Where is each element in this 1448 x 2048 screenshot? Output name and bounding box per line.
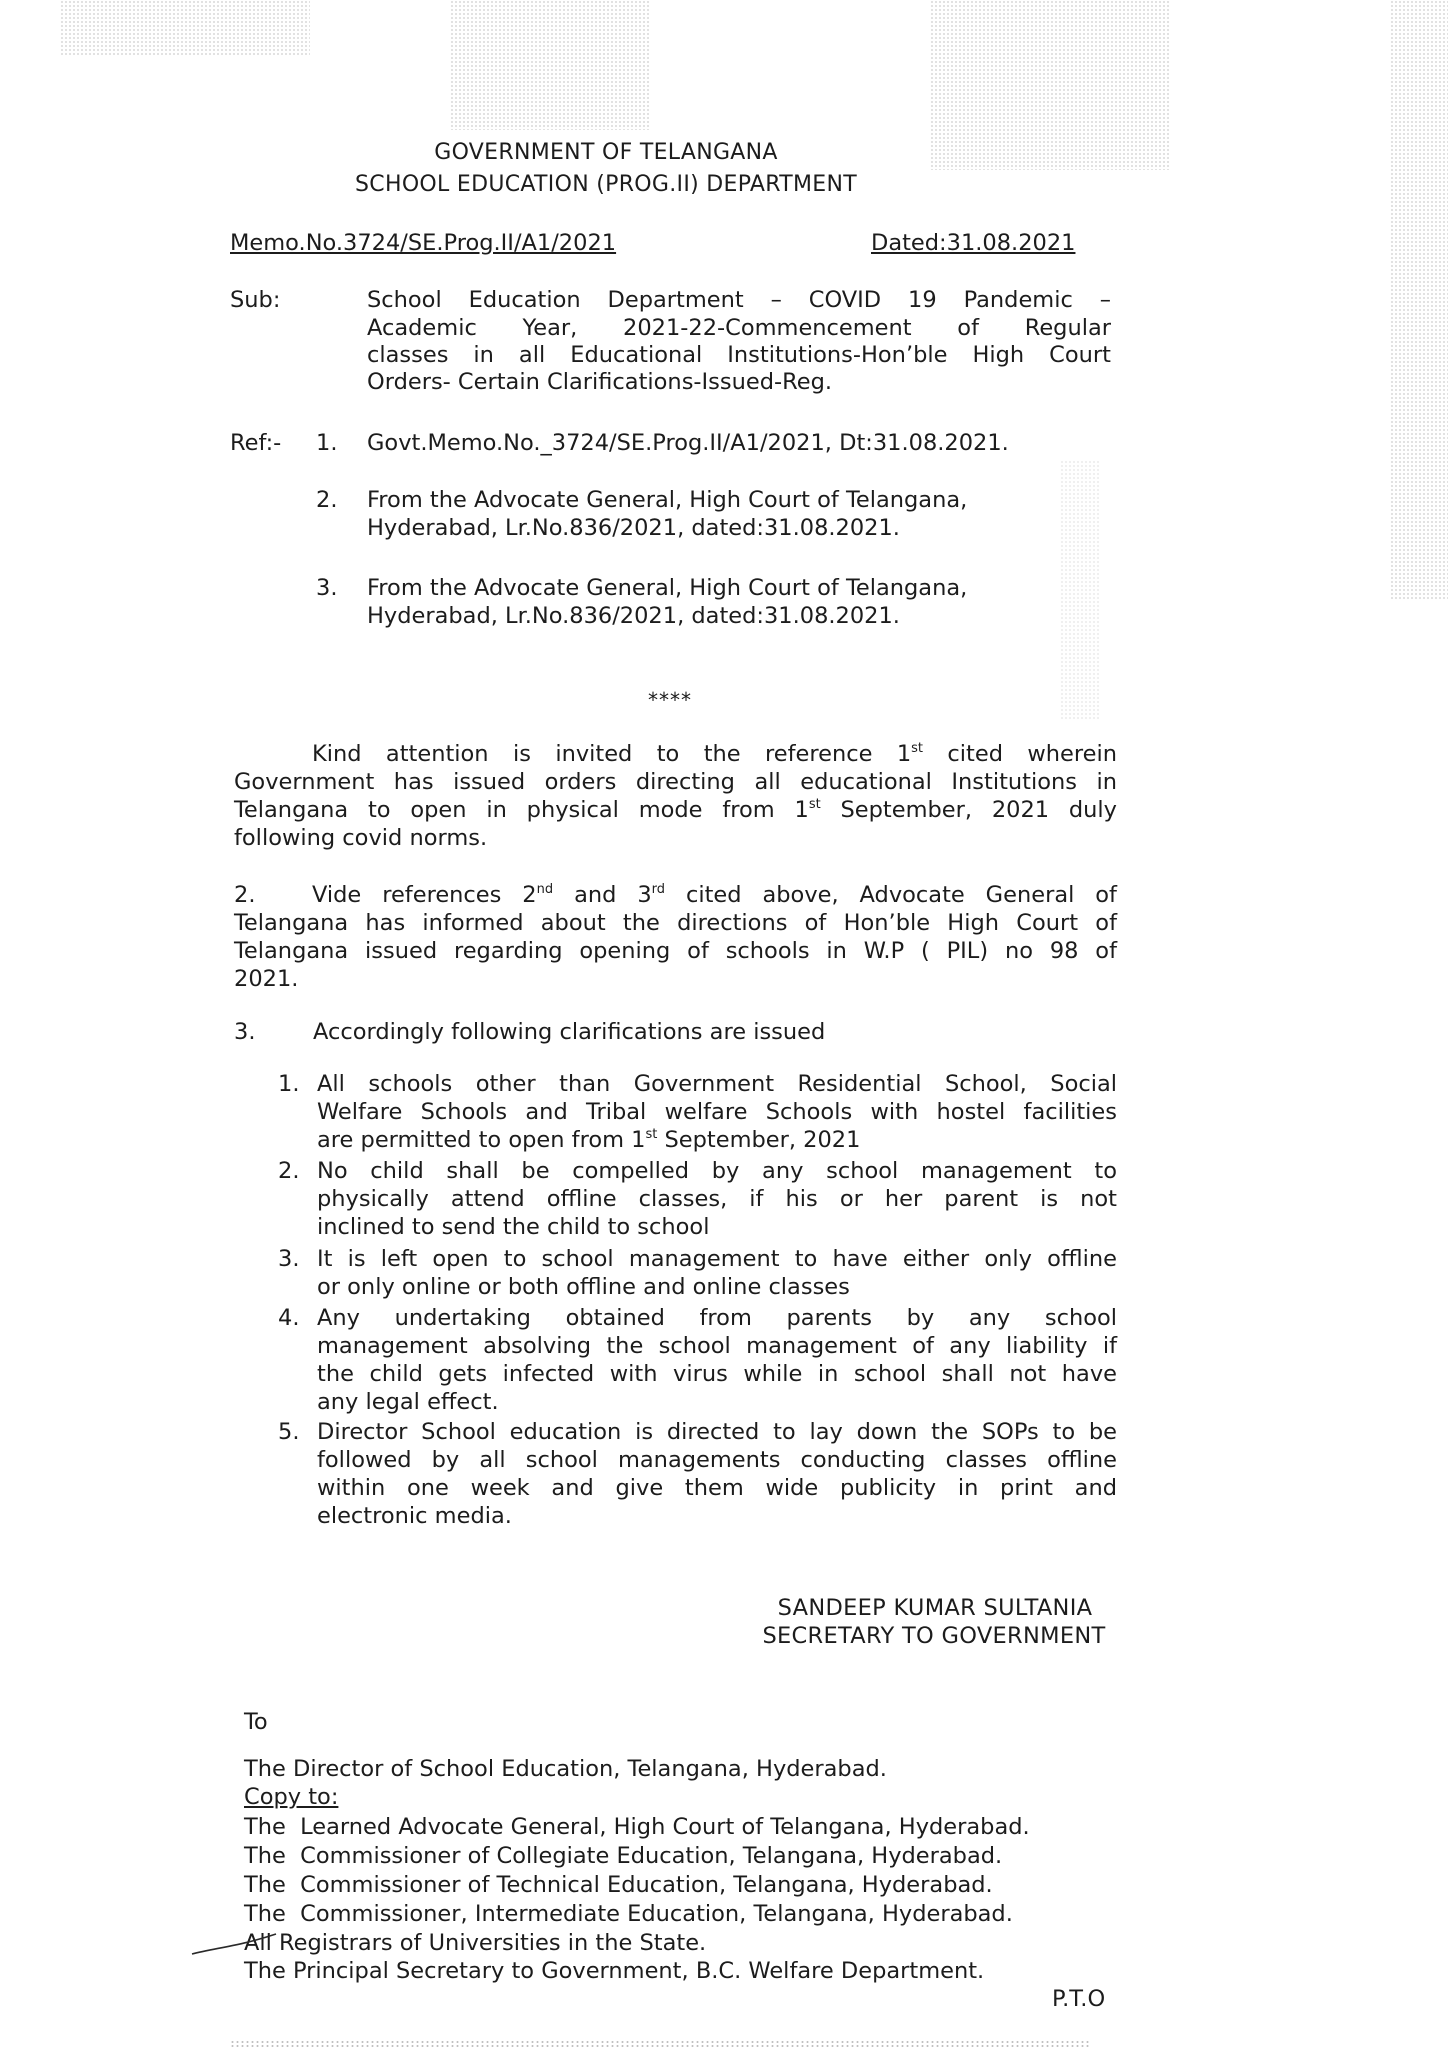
- clarification-4-line-3: the child gets infected with virus while in school shall not have: [317, 1361, 1117, 1387]
- copy-to-item-5: All Registrars of Universities in the State.: [244, 1930, 707, 1956]
- scan-noise-right-edge: [1390, 0, 1448, 600]
- clarification-1-number: 1.: [278, 1071, 300, 1097]
- subject-line-2: Academic Year, 2021-22-Commencement of Regular: [367, 315, 1111, 341]
- copy-to-item-2: The Commissioner of Collegiate Education, Telangana, Hyderabad.: [244, 1843, 1003, 1869]
- to-recipient: The Director of School Education, Telangana, Hyderabad.: [244, 1756, 887, 1782]
- copy-to-label: Copy to:: [244, 1784, 339, 1810]
- paragraph-1: [234, 740, 1117, 852]
- reference-2-line-2: Hyderabad, Lr.No.836/2021, dated:31.08.2021.: [367, 515, 900, 541]
- clarification-3-line-1: It is left open to school management to have either only offline: [317, 1246, 1117, 1272]
- clarification-2-number: 2.: [278, 1158, 300, 1184]
- clarification-1-line-1: All schools other than Government Residential School, Social: [317, 1071, 1117, 1097]
- copy-to-item-1: The Learned Advocate General, High Court of Telangana, Hyderabad.: [244, 1814, 1030, 1840]
- clarification-1-line-2: Welfare Schools and Tribal welfare Schools with hostel facilities: [317, 1099, 1117, 1125]
- clarification-5: [317, 1418, 1117, 1530]
- clarification-4-line-4: any legal effect.: [317, 1389, 499, 1415]
- clarification-3-number: 3.: [278, 1246, 300, 1272]
- clarification-3: [317, 1245, 1117, 1301]
- clarification-4-line-2: management absolving the school management of any liability if: [317, 1333, 1117, 1359]
- clarification-5-line-4: electronic media.: [317, 1503, 512, 1529]
- signatory-title: SECRETARY TO GOVERNMENT: [762, 1623, 1106, 1649]
- paragraph-1-line-2: Government has issued orders directing all educational Institutions in: [234, 769, 1117, 795]
- paragraph-2-number: 2.: [234, 882, 256, 908]
- clarification-5-line-2: followed by all school managements conducting classes offline: [317, 1447, 1117, 1473]
- scan-noise-top-left: [60, 0, 310, 55]
- subject-line-3: classes in all Educational Institutions-Hon’ble High Court: [367, 342, 1111, 368]
- paragraph-2-line-2: Telangana has informed about the directions of Hon’ble High Court of: [234, 910, 1117, 936]
- clarification-2-line-3: inclined to send the child to school: [317, 1214, 710, 1240]
- paragraph-1-line-3: Telangana to open in physical mode from 1st September, 2021 duly: [234, 797, 1117, 823]
- clarification-5-line-3: within one week and give them wide publicity in print and: [317, 1475, 1117, 1501]
- bottom-cutoff-text: [230, 2040, 1090, 2048]
- clarification-5-number: 5.: [278, 1419, 300, 1445]
- clarification-4-line-1: Any undertaking obtained from parents by any school: [317, 1305, 1117, 1331]
- memo-date: Dated:31.08.2021: [871, 230, 1076, 256]
- please-turn-over: P.T.O: [1052, 1986, 1106, 2012]
- clarification-2-line-2: physically attend offline classes, if his or her parent is not: [317, 1186, 1117, 1212]
- scan-noise-top-center: [450, 0, 650, 130]
- scan-noise-margin-right: [1060, 460, 1100, 720]
- subject-label: Sub:: [230, 287, 281, 313]
- reference-1-text: Govt.Memo.No._3724/SE.Prog.II/A1/2021, Dt:31.08.2021.: [367, 430, 1009, 456]
- memo-number: Memo.No.3724/SE.Prog.II/A1/2021: [230, 230, 617, 256]
- paragraph-3-text: Accordingly following clarifications are issued: [313, 1019, 826, 1045]
- paragraph-2-line-1: Vide references 2nd and 3rd cited above, Advocate General of: [312, 882, 1117, 908]
- copy-to-item-3: The Commissioner of Technical Education, Telangana, Hyderabad.: [244, 1872, 993, 1898]
- reference-3-number: 3.: [316, 575, 338, 601]
- paragraph-2-line-3: Telangana issued regarding opening of schools in W.P ( PIL) no 98 of: [234, 938, 1117, 964]
- copy-to-item-6: The Principal Secretary to Government, B.C. Welfare Department.: [244, 1958, 985, 1984]
- reference-2-number: 2.: [316, 487, 338, 513]
- clarification-2: [317, 1157, 1117, 1241]
- to-label: To: [244, 1709, 268, 1735]
- clarification-1-line-3: are permitted to open from 1st September, 2021: [317, 1127, 861, 1153]
- signatory-name: SANDEEP KUMAR SULTANIA: [777, 1595, 1093, 1621]
- copy-to-item-4: The Commissioner, Intermediate Education, Telangana, Hyderabad.: [244, 1901, 1013, 1927]
- paragraph-3-number: 3.: [234, 1019, 256, 1045]
- reference-2-line-1: From the Advocate General, High Court of Telangana,: [367, 487, 968, 513]
- paragraph-2-line-4: 2021.: [234, 966, 299, 992]
- paragraph-2: [234, 881, 1117, 993]
- clarification-5-line-1: Director School education is directed to lay down the SOPs to be: [317, 1419, 1117, 1445]
- clarification-4: [317, 1304, 1117, 1416]
- clarification-2-line-1: No child shall be compelled by any school management to: [317, 1158, 1117, 1184]
- references-label: Ref:-: [230, 430, 282, 456]
- header-department: SCHOOL EDUCATION (PROG.II) DEPARTMENT: [355, 172, 857, 197]
- handwritten-strike-mark: [190, 1928, 280, 1958]
- paragraph-1-line-4: following covid norms.: [234, 825, 488, 851]
- clarification-4-number: 4.: [278, 1305, 300, 1331]
- paragraph-1-line-1: Kind attention is invited to the reference 1st cited wherein: [312, 741, 1117, 767]
- separator-stars: ****: [648, 688, 692, 712]
- reference-1-number: 1.: [316, 430, 338, 456]
- subject-line-1: School Education Department – COVID 19 Pandemic –: [367, 287, 1111, 313]
- reference-3-line-2: Hyderabad, Lr.No.836/2021, dated:31.08.2021.: [367, 603, 900, 629]
- reference-3-line-1: From the Advocate General, High Court of Telangana,: [367, 575, 968, 601]
- subject-line-4: Orders- Certain Clarifications-Issued-Reg.: [367, 369, 833, 395]
- header-government: GOVERNMENT OF TELANGANA: [434, 140, 778, 165]
- clarification-3-line-2: or only online or both offline and online classes: [317, 1274, 850, 1300]
- clarification-1: [317, 1070, 1117, 1154]
